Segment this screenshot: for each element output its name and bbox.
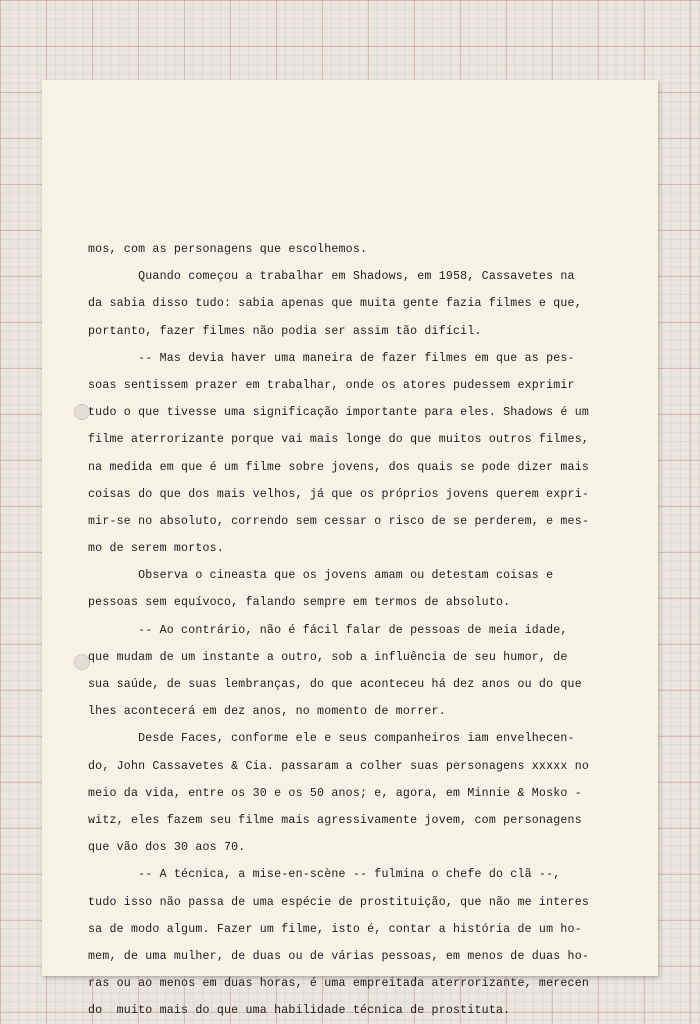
text-line: Quando começou a trabalhar em Shadows, em 1958, Cassavetes na: [88, 270, 575, 284]
text-line: do muito mais do que uma habilidade técnica de prostituta.: [88, 1004, 511, 1018]
text-line: portanto, fazer filmes não podia ser assim tão difícil.: [88, 324, 482, 338]
text-line: mem, de uma mulher, de duas ou de várias pessoas, em menos de duas ho-: [88, 949, 590, 963]
text-line: sua saúde, de suas lembranças, do que aconteceu há dez anos ou do que: [88, 678, 582, 691]
text-line: na medida em que é um filme sobre jovens, dos quais se pode dizer mais: [88, 460, 590, 474]
text-line: Observa o cineasta que os jovens amam ou detestam coisas e: [88, 569, 554, 583]
text-line: mir-se no absoluto, correndo sem cessar o risco de se perderem, e mes-: [88, 514, 590, 528]
text-line: lhes acontecerá em dez anos, no momento de morrer.: [88, 705, 446, 719]
text-line: mo de serem mortos.: [88, 542, 224, 556]
text-line: tudo isso não passa de uma espécie de prostituição, que não me interes: [88, 895, 590, 909]
text-line: witz, eles fazem seu filme mais agressivamente jovem, com personagens: [88, 813, 582, 827]
text-line: meio da vida, entre os 30 e os 50 anos; e, agora, em Minnie & Mosko -: [88, 786, 582, 800]
text-line: sa de modo algum. Fazer um filme, isto é, contar a história de um ho-: [88, 922, 582, 936]
text-line: -- Ao contrário, não é fácil falar de pessoas de meia idade,: [88, 623, 568, 637]
text-line: soas sentissem prazer em trabalhar, onde os atores pudessem exprimir: [88, 378, 575, 392]
text-line: que vão dos 30 aos 70.: [88, 841, 246, 855]
text-line: coisas do que dos mais velhos, já que os próprios jovens querem expri-: [88, 487, 590, 501]
text-line: -- A técnica, a mise-en-scène -- fulmina o chefe do clã --,: [88, 868, 561, 882]
text-line: do, John Cassavetes & Cia. passaram a colher suas personagens xxxxx no: [88, 759, 590, 773]
text-line: Desde Faces, conforme ele e seus companheiros iam envelhecen-: [88, 732, 575, 746]
text-line: ras ou ao menos em duas horas, é uma empreitada aterrorizante, merecen: [88, 977, 590, 991]
text-line: da sabia disso tudo: sabia apenas que muita gente fazia filmes e que,: [88, 297, 582, 311]
text-line: mos, com as personagens que escolhemos.: [88, 243, 368, 256]
text-line: que mudam de um instante a outro, sob a influência de seu humor, de: [88, 650, 568, 664]
text-line: filme aterrorizante porque vai mais longe do que muitos outros filmes,: [88, 433, 590, 447]
text-line: -- Mas devia haver uma maneira de fazer filmes em que as pes-: [88, 351, 575, 365]
typed-text-block: [88, 236, 618, 1024]
text-line: tudo o que tivesse uma significação importante para eles. Shadows é um: [88, 406, 590, 420]
text-line: pessoas sem equívoco, falando sempre em termos de absoluto.: [88, 596, 511, 610]
